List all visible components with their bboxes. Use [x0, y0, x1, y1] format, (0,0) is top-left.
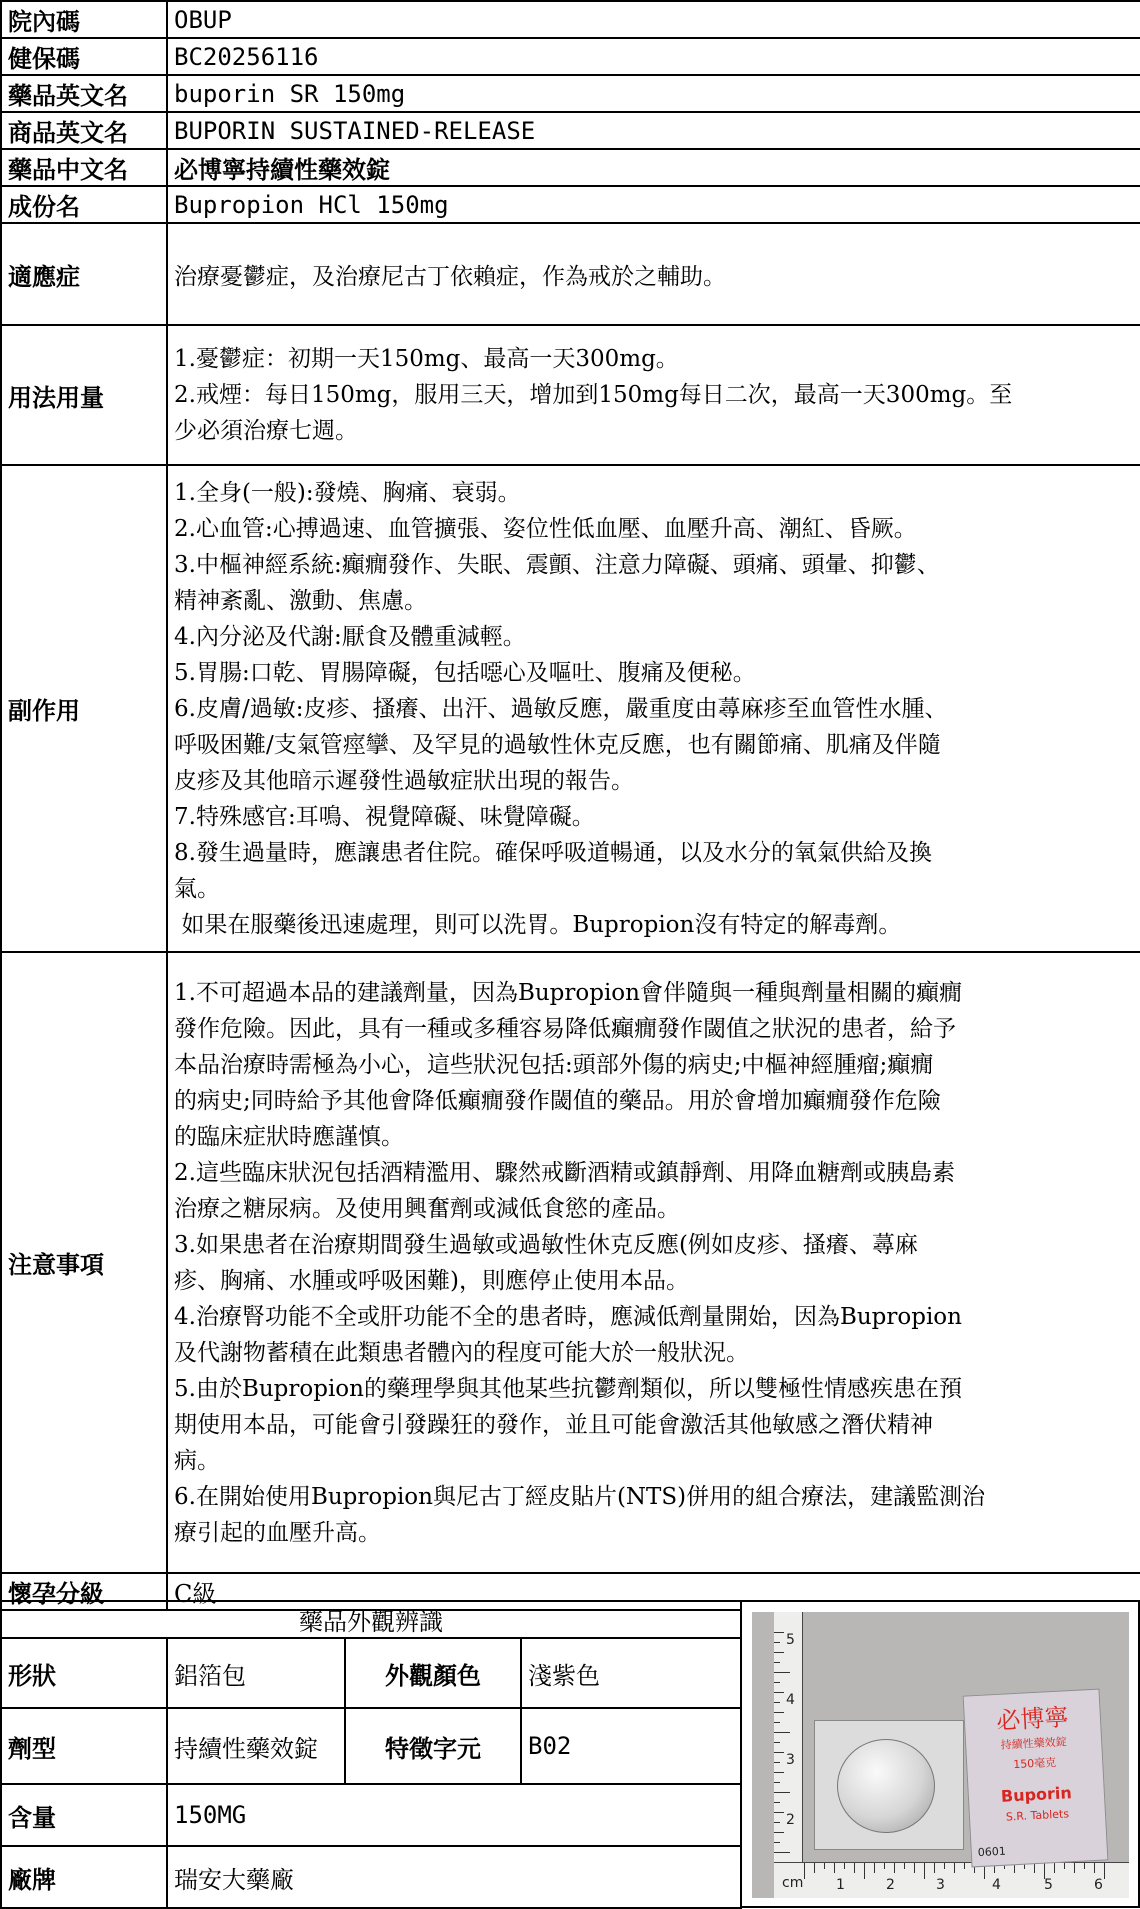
precautions-value [167, 952, 1140, 1573]
pregnancy-label: 懷孕分級 [1, 1573, 167, 1610]
precautions-label: 注意事項 [1, 952, 167, 1573]
tablet [837, 1739, 935, 1833]
ruler-h-number: 6 [1094, 1877, 1103, 1893]
shape-value: 鋁箔包 [167, 1638, 345, 1708]
drug-zh-name-value: 必博寧持續性藥效錠 [167, 149, 1140, 186]
side-effects-line: 氣。 [174, 875, 220, 902]
ruler-v-number: 2 [786, 1812, 795, 1828]
drug-photo [752, 1612, 1129, 1898]
hospital-code-value: OBUP [167, 1, 1140, 38]
precautions-line: 療引起的血壓升高。 [174, 1519, 381, 1546]
package-brand: Buporin [1000, 1783, 1073, 1806]
strength-label: 含量 [1, 1784, 167, 1846]
color-value: 淺紫色 [521, 1638, 741, 1708]
side-effects-line: 1.全身(一般):發燒、胸痛、衰弱。 [174, 479, 521, 506]
side-effects-line: 8.發生過量時，應讓患者住院。確保呼吸道暢通，以及水分的氧氣供給及換 [174, 839, 932, 866]
ruler-h-number: 3 [936, 1877, 945, 1893]
package-code: 0601 [977, 1844, 1007, 1860]
side-effects-line: 皮疹及其他暗示遲發性過敏症狀出現的報告。 [174, 767, 634, 794]
side-effects-line: 2.心血管:心搏過速、血管擴張、姿位性低血壓、血壓升高、潮紅、昏厥。 [174, 515, 917, 542]
package-title: 必博寧 [995, 1703, 1070, 1735]
side-effects-line: 5.胃腸:口乾、胃腸障礙，包括噁心及嘔吐、腹痛及便秘。 [174, 659, 756, 686]
precautions-line: 5.由於Bupropion的藥理學與其他某些抗鬱劑類似，所以雙極性情感疾患在預 [174, 1375, 962, 1402]
drug-en-name-label: 藥品英文名 [1, 75, 167, 112]
pregnancy-value: C級 [167, 1573, 1140, 1610]
row-dosage [1, 325, 1140, 465]
dosage-line: 少必須治療七週。 [174, 418, 358, 444]
drug-zh-name-label: 藥品中文名 [1, 149, 167, 186]
maker-value: 瑞安大藥廠 [167, 1846, 741, 1908]
precautions-line: 病。 [174, 1447, 220, 1474]
side-effects-line: 精神紊亂、激動、焦慮。 [174, 587, 427, 614]
trade-en-name-value: BUPORIN SUSTAINED-RELEASE [167, 112, 1140, 149]
row-ingredient [1, 186, 1140, 223]
side-effects-line: 4.內分泌及代謝:厭食及體重減輕。 [174, 623, 526, 650]
side-effects-line: 6.皮膚/過敏:皮疹、搔癢、出汗、過敏反應，嚴重度由蕁麻疹至血管性水腫、 [174, 695, 948, 722]
appearance-table [0, 1600, 742, 1909]
ruler-h-number: 5 [1044, 1877, 1053, 1893]
precautions-line: 發作危險。因此，具有一種或多種容易降低癲癇發作閾值之狀況的患者，給予 [174, 1015, 956, 1042]
side-effects-line: 如果在服藥後迅速處理，則可以洗胃。Bupropion沒有特定的解毒劑。 [174, 911, 902, 938]
indication-label: 適應症 [1, 223, 167, 325]
ruler-v-number: 5 [786, 1632, 795, 1648]
indication-value: 治療憂鬱症，及治療尼古丁依賴症，作為戒於之輔助。 [167, 223, 1140, 325]
package-line: S.R. Tablets [1005, 1807, 1070, 1824]
precautions-line: 本品治療時需極為小心，這些狀況包括:頭部外傷的病史;中樞神經腫瘤;癲癇 [174, 1051, 934, 1078]
horizontal-ruler [774, 1862, 1129, 1898]
ruler-h-number: 2 [886, 1877, 895, 1893]
foil-package [963, 1689, 1109, 1868]
drug-en-name-value: buporin SR 150mg [167, 75, 1140, 112]
precautions-line: 4.治療腎功能不全或肝功能不全的患者時，應減低劑量開始，因為Bupropion [174, 1303, 962, 1330]
vertical-ruler [774, 1612, 803, 1898]
row-drug-en-name [1, 75, 1140, 112]
precautions-line: 2.這些臨床狀況包括酒精濫用、驟然戒斷酒精或鎮靜劑、用降血糖劑或胰島素 [174, 1159, 955, 1186]
blister-pack [814, 1720, 964, 1850]
precautions-line: 的病史;同時給予其他會降低癲癇發作閾值的藥品。用於會增加癲癇發作危險 [174, 1087, 941, 1114]
row-indication [1, 223, 1140, 325]
ruler-h-number: 1 [836, 1877, 845, 1893]
package-line: 150毫克 [1012, 1755, 1057, 1772]
ruler-unit: cm [782, 1875, 804, 1891]
strength-value: 150MG [167, 1784, 741, 1846]
precautions-line: 疹、胸痛、水腫或呼吸困難)，則應停止使用本品。 [174, 1267, 689, 1294]
side-effects-value [167, 465, 1140, 952]
appearance-section [0, 1600, 1140, 1908]
package-line: 持續性藥效錠 [1000, 1735, 1067, 1752]
shape-label: 形狀 [1, 1638, 167, 1708]
dosage-line: 1.憂鬱症：初期一天150mg、最高一天300mg。 [174, 346, 679, 372]
maker-label: 廠牌 [1, 1846, 167, 1908]
row-hospital-code [1, 1, 1140, 38]
precautions-line: 的臨床症狀時應謹慎。 [174, 1123, 404, 1150]
side-effects-line: 3.中樞神經系統:癲癇發作、失眠、震顫、注意力障礙、頭痛、頭暈、抑鬱、 [174, 551, 940, 578]
side-effects-line: 7.特殊感官:耳鳴、視覺障礙、味覺障礙。 [174, 803, 595, 830]
appearance-header: 藥品外觀辨識 [1, 1601, 741, 1638]
drug-photo-frame [740, 1600, 1140, 1908]
marking-label: 特徵字元 [345, 1708, 521, 1784]
form-label: 劑型 [1, 1708, 167, 1784]
color-label: 外觀顏色 [345, 1638, 521, 1708]
precautions-line: 治療之糖尿病。及使用興奮劑或減低食慾的產品。 [174, 1195, 680, 1222]
row-side-effects [1, 465, 1140, 952]
hospital-code-label: 院內碼 [1, 1, 167, 38]
form-value: 持續性藥效錠 [167, 1708, 345, 1784]
precautions-line: 6.在開始使用Bupropion與尼古丁經皮貼片(NTS)併用的組合療法，建議監測治 [174, 1483, 986, 1510]
precautions-line: 1.不可超過本品的建議劑量，因為Bupropion會伴隨與一種與劑量相關的癲癇 [174, 979, 962, 1006]
row-trade-en-name [1, 112, 1140, 149]
marking-value: B02 [521, 1708, 741, 1784]
ruler-v-number: 4 [786, 1692, 795, 1708]
ruler-v-number: 3 [786, 1752, 795, 1768]
side-effects-line: 呼吸困難/支氣管痙攣、及罕見的過敏性休克反應，也有關節痛、肌痛及伴隨 [174, 731, 941, 758]
ruler-h-number: 4 [992, 1877, 1001, 1893]
dosage-label: 用法用量 [1, 325, 167, 465]
nhi-code-label: 健保碼 [1, 38, 167, 75]
trade-en-name-label: 商品英文名 [1, 112, 167, 149]
dosage-value [167, 325, 1140, 465]
precautions-line: 及代謝物蓄積在此類患者體內的程度可能大於一般狀況。 [174, 1339, 749, 1366]
ingredient-label: 成份名 [1, 186, 167, 223]
ingredient-value: Bupropion HCl 150mg [167, 186, 1140, 223]
precautions-line: 期使用本品，可能會引發躁狂的發作，並且可能會激活其他敏感之潛伏精神 [174, 1411, 933, 1438]
row-drug-zh-name [1, 149, 1140, 186]
nhi-code-value: BC20256116 [167, 38, 1140, 75]
row-nhi-code [1, 38, 1140, 75]
side-effects-label: 副作用 [1, 465, 167, 952]
dosage-line: 2.戒煙：每日150mg，服用三天，增加到150mg每日二次，最高一天300mg。至 [174, 382, 1013, 408]
row-precautions [1, 952, 1140, 1573]
precautions-line: 3.如果患者在治療期間發生過敏或過敏性休克反應(例如皮疹、搔癢、蕁麻 [174, 1231, 918, 1258]
